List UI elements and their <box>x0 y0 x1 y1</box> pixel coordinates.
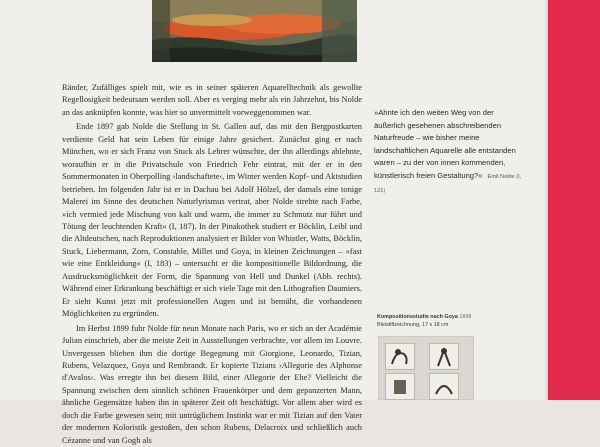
figure-caption <box>377 313 527 329</box>
sketch-panel-3 <box>385 373 415 400</box>
watercolor-painting-image <box>152 0 357 62</box>
sketch-panel-2 <box>429 343 459 370</box>
sketch-figure-3 <box>386 374 414 399</box>
paragraph-1: Ränder, Zufälliges spielt mit, wie es in seiner späteren Aquarelltechnik als gewollte Regellosigkeit bedeutsam werden soll. Aber es verging mehr als ein Jahrzehnt, bis Nolde an das anknüpfen konnte, was hier so unvermittelt vorweggenommen war. <box>62 83 362 117</box>
red-cover-edge <box>548 0 600 400</box>
caption-year: 1898 <box>459 314 472 320</box>
composition-study-image <box>378 336 474 400</box>
quote-text: »Ahnte ich den weiten Weg von der äußerlich gesehenen abschreibenden Naturfreude – wie bisher meine landschaftlichen Aquarelle alle entstanden waren – zu der von innen kommenden, künstlerisch freien Gestaltung?« <box>374 108 516 180</box>
sketch-panel-4 <box>429 373 459 400</box>
sketch-figure-2 <box>430 344 458 369</box>
sketch-panel-1 <box>385 343 415 370</box>
quote-attribution: Emil Nolde (I, 121) <box>374 173 522 194</box>
caption-title: Kompositionsstudie nach Goya <box>377 314 458 320</box>
sketch-figure-4 <box>430 374 458 399</box>
body-text-column <box>62 82 362 447</box>
painting-graphic <box>152 0 357 62</box>
paragraph-3: Im Herbst 1899 fuhr Nolde für neun Monate nach Paris, wo er sich an der Académie Julian einschrieb, aber die meiste Zeit in Ausstellungen verbrachte, vor allem im Louvre. Unvergessen blieben ihm die dortige Begegnung mit Giorgione, Leonardo, Tizian, Rubens, Velazquez, Goya und Rembrandt. Er kopierte Tizians ›Allegorie des Alphonse d'Avalos‹. Was erregte ihn bei diesem Bild, einer Allegorie der Ehe? Vielleicht die Spannung zwischen dem sinnlich schönen Frauenkörper und dem gepanzerten Mann, ähnliche Gegensätze haben ihn in späterer Zeit oft beschäftigt. Vor allem aber wird es doch die Farbe gewesen sein; mit untrüglichem Instinkt war er mit Tizian auf den Vater der modernen Koloristik gestoßen, den schon Rubens, Delacroix und schließlich auch Cézanne und van Gogh als <box>62 323 362 445</box>
margin-quote <box>374 107 522 197</box>
caption-medium: Bleistiftzeichnung, 17 x 18 cm <box>377 322 449 328</box>
sketch-figure-1 <box>386 344 414 369</box>
paragraph-2: Ende 1897 gab Nolde die Stellung in St. Gallen auf, das mit den Bergpostkarten verdiente Geld hat sein Leben für einige Jahre gesichert. Zunächst ging er nach München, wo er sich Franz von Stuck als Lehrer wünschte, der ihn allerdings ablehnte, woraufhin er in die Privatschule von Friedrich Fehr eintrat, mit der er in den Sommermonaten in Oberpolling ›landschaftete‹, im Winter werden Kopf- und Aktstudien betrieben. Im folgenden Jahr ist er in Dachau bei Adolf Hölzel, der damals eine tonige Malerei im Sinne des deutschen Naturlyrismus vertrat, aber Nolde strebte nach Farbe, »ich vermied jede Mischung von kalt und warm, die immer zu Schmutz nur führt und Tötung der leuchtenden Kraft« (I, 187). In der Pinakothek studiert er Böcklin, Leibl und die Altdeutschen, nach Reproduktionen analysiert er Bilder von Whistler, Watts, Böcklin, Stuck, Liebermann, Zorn, Constable, Millet und Goya, in kleinen Zeichnungen – »fast wie eine Entkleidung« (I, 183) – untersucht er die kompositionelle Bildordnung, die Ausdrucksmöglichkeit der Form, die Spannung von Hell und Dunkel (Abb. rechts). Während einer Erkrankung beschäftigt er sich viele Tage mit den Lithografien Daumiers. Er sieht Kunst jetzt mit professionellen Augen und ist bemüht, die vorhandenen Möglichkeiten zu ergründen. <box>62 122 363 319</box>
